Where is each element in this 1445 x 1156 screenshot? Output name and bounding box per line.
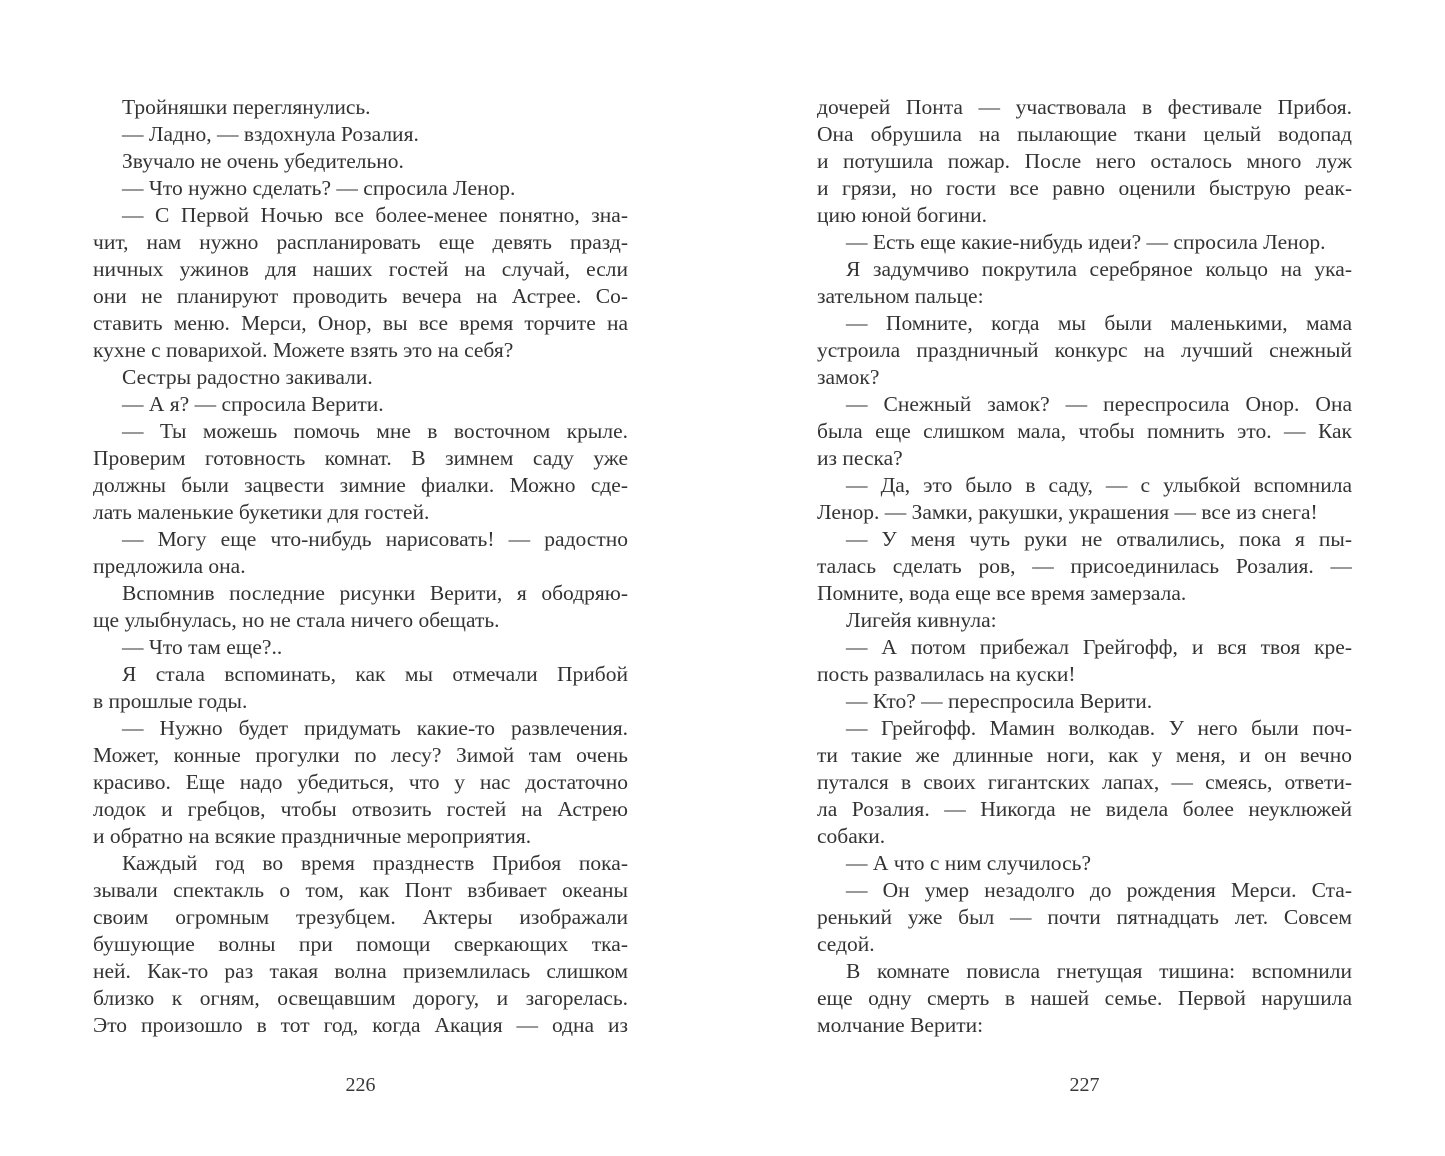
text-line: — Что там еще?.. (122, 635, 283, 659)
text-line: — Помните, когда мы были маленькими, мама (846, 311, 1352, 335)
paragraph (93, 526, 628, 580)
paragraph (817, 94, 1352, 229)
text-line: ней. Как-то раз такая волна приземлилась слишком (93, 959, 628, 983)
text-line: — Он умер незадолго до рождения Мерси. Ста- (846, 878, 1352, 902)
paragraph (817, 688, 1352, 715)
page-right-text (817, 94, 1352, 1039)
text-line: красиво. Еще надо убедиться, что у нас достаточно (93, 770, 628, 794)
paragraph (93, 202, 628, 364)
paragraph (817, 310, 1352, 391)
text-line: пость развалилась на куски! (817, 662, 1076, 686)
text-line: — Есть еще какие-нибудь идеи? — спросила Ленор. (846, 230, 1326, 254)
text-line: — А потом прибежал Грейгофф, и вся твоя кре- (846, 635, 1352, 659)
text-line: ренький уже был — почти пятнадцать лет. Совсем (817, 905, 1352, 929)
text-line: цию юной богини. (817, 203, 988, 227)
text-line: — С Первой Ночью все более-менее понятно, зна- (122, 203, 628, 227)
text-line: — Нужно будет придумать какие-то развлечения. (122, 716, 628, 740)
paragraph (817, 391, 1352, 472)
text-line: ничных ужинов для наших гостей на случай, если (93, 257, 628, 281)
text-line: — Ты можешь помочь мне в восточном крыле. (122, 419, 628, 443)
page-left-text (93, 94, 628, 1039)
text-line: и потушила пожар. После него осталось много луж (817, 149, 1352, 173)
paragraph (817, 607, 1352, 634)
text-line: Помните, вода еще все время замерзала. (817, 581, 1187, 605)
text-line: седой. (817, 932, 875, 956)
text-line: ставить меню. Мерси, Онор, вы все время торчите на (93, 311, 628, 335)
text-line: Каждый год во время празднеств Прибоя пока- (122, 851, 628, 875)
text-line: лодок и гребцов, чтобы отвозить гостей на Астрею (93, 797, 628, 821)
paragraph (817, 526, 1352, 607)
text-line: — Что нужно сделать? — спросила Ленор. (122, 176, 516, 200)
text-line: в прошлые годы. (93, 689, 248, 713)
paragraph (93, 364, 628, 391)
text-line: и грязи, но гости все равно оценили быструю реак- (817, 176, 1352, 200)
paragraph (93, 850, 628, 1039)
page-left (93, 0, 628, 1156)
text-line: — Грейгофф. Мамин волкодав. У него были поч- (846, 716, 1352, 740)
paragraph (817, 634, 1352, 688)
paragraph (93, 661, 628, 715)
text-line: Тройняшки переглянулись. (122, 95, 371, 119)
text-line: была еще слишком мала, чтобы помнить это. — Как (817, 419, 1352, 443)
paragraph (817, 472, 1352, 526)
page-right (817, 0, 1352, 1156)
paragraph (93, 580, 628, 634)
text-line: Вспомнив последние рисунки Верити, я ободряю- (122, 581, 628, 605)
text-line: из песка? (817, 446, 903, 470)
text-line: Ленор. — Замки, ракушки, украшения — все из снега! (817, 500, 1318, 524)
text-line: Я стала вспоминать, как мы отмечали Прибой (122, 662, 628, 686)
text-line: должны были зацвести зимние фиалки. Можно сде- (93, 473, 628, 497)
text-line: и обратно на всякие праздничные мероприятия. (93, 824, 532, 848)
paragraph (93, 175, 628, 202)
text-line: ти такие же длинные ноги, как у меня, и он вечно (817, 743, 1352, 767)
text-line: — А я? — спросила Верити. (122, 392, 384, 416)
text-line: дочерей Понта — участвовала в фестивале Прибоя. (817, 95, 1352, 119)
text-line: В комнате повисла гнетущая тишина: вспомнили (846, 959, 1352, 983)
text-line: ще улыбнулась, но не стала ничего обещать. (93, 608, 500, 632)
text-line: — У меня чуть руки не отвалились, пока я пы- (846, 527, 1352, 551)
text-line: ла Розалия. — Никогда не видела более неуклюжей (817, 797, 1352, 821)
text-line: — А что с ним случилось? (846, 851, 1091, 875)
text-line: собаки. (817, 824, 886, 848)
text-line: устроила праздничный конкурс на лучший снежный (817, 338, 1352, 362)
text-line: чит, нам нужно распланировать еще девять празд- (93, 230, 628, 254)
paragraph (93, 148, 628, 175)
paragraph (817, 958, 1352, 1039)
text-line: бушующие волны при помощи сверкающих тка- (93, 932, 628, 956)
text-line: — Кто? — переспросила Верити. (846, 689, 1153, 713)
text-line: — Да, это было в саду, — с улыбкой вспомнила (846, 473, 1352, 497)
paragraph (93, 94, 628, 121)
text-line: Это произошло в тот год, когда Акация — одна из (93, 1013, 628, 1037)
paragraph (817, 715, 1352, 850)
text-line: молчание Верити: (817, 1013, 984, 1037)
paragraph (93, 634, 628, 661)
paragraph (93, 418, 628, 526)
text-line: еще одну смерть в нашей семье. Первой нарушила (817, 986, 1352, 1010)
text-line: — Снежный замок? — переспросила Онор. Она (846, 392, 1352, 416)
page-left-number: 226 (345, 1074, 376, 1096)
text-line: зательном пальце: (817, 284, 984, 308)
text-line: Лигейя кивнула: (846, 608, 997, 632)
text-line: замок? (817, 365, 880, 389)
page-right-number: 227 (1069, 1074, 1100, 1096)
text-line: Она обрушила на пылающие ткани целый водопад (817, 122, 1352, 146)
text-line: талась сделать ров, — присоединилась Розалия. — (817, 554, 1352, 578)
text-line: Может, конные прогулки по лесу? Зимой там очень (93, 743, 628, 767)
text-line: зывали спектакль о том, как Понт взбивает океаны (93, 878, 628, 902)
text-line: Звучало не очень убедительно. (122, 149, 404, 173)
paragraph (817, 229, 1352, 256)
paragraph (93, 121, 628, 148)
text-line: кухне с поварихой. Можете взять это на себя? (93, 338, 514, 362)
text-line: Я задумчиво покрутила серебряное кольцо на ука- (846, 257, 1352, 281)
text-line: своим огромным трезубцем. Актеры изображали (93, 905, 628, 929)
text-line: предложила она. (93, 554, 246, 578)
text-line: они не планируют проводить вечера на Астрее. Со- (93, 284, 628, 308)
paragraph (817, 850, 1352, 877)
paragraph (93, 715, 628, 850)
text-line: — Ладно, — вздохнула Розалия. (122, 122, 419, 146)
paragraph (817, 256, 1352, 310)
text-line: путался в своих гигантских лапах, — смеясь, ответи- (817, 770, 1352, 794)
paragraph (817, 877, 1352, 958)
text-line: близко к огням, освещавшим дорогу, и загорелась. (93, 986, 628, 1010)
text-line: Проверим готовность комнат. В зимнем саду уже (93, 446, 628, 470)
text-line: Сестры радостно закивали. (122, 365, 373, 389)
paragraph (93, 391, 628, 418)
text-line: лать маленькие букетики для гостей. (93, 500, 430, 524)
text-line: — Могу еще что-нибудь нарисовать! — радостно (122, 527, 628, 551)
